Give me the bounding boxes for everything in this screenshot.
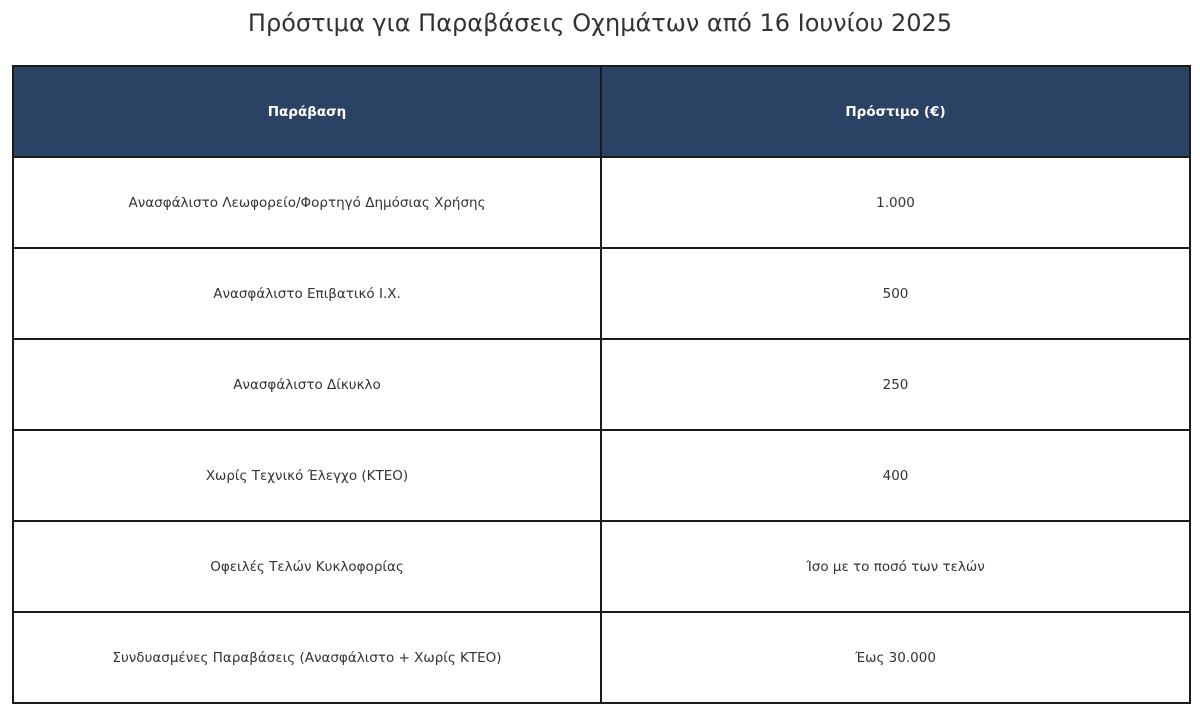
fine-cell: 1.000: [601, 157, 1190, 248]
violation-cell: Χωρίς Τεχνικό Έλεγχο (ΚΤΕΟ): [13, 430, 601, 521]
violation-cell: Συνδυασμένες Παραβάσεις (Ανασφάλιστο + Χωρίς ΚΤΕΟ): [13, 612, 601, 703]
fine-cell: Έως 30.000: [601, 612, 1190, 703]
table-row: [13, 430, 1190, 521]
table-row: [13, 339, 1190, 430]
violation-cell: Ανασφάλιστο Επιβατικό Ι.Χ.: [13, 248, 601, 339]
table-header-row: [13, 66, 1190, 157]
violation-cell: Οφειλές Τελών Κυκλοφορίας: [13, 521, 601, 612]
violation-cell: Ανασφάλιστο Δίκυκλο: [13, 339, 601, 430]
chart-title: Πρόστιμα για Παραβάσεις Οχημάτων από 16 Ιουνίου 2025: [247, 9, 953, 37]
table-row: [13, 248, 1190, 339]
table-row: [13, 157, 1190, 248]
column-header-violation: Παράβαση: [13, 66, 601, 157]
fine-cell: 250: [601, 339, 1190, 430]
fine-cell: 500: [601, 248, 1190, 339]
table-row: [13, 521, 1190, 612]
column-header-fine: Πρόστιμο (€): [601, 66, 1190, 157]
fines-table: [12, 65, 1191, 704]
fine-cell: 400: [601, 430, 1190, 521]
violation-cell: Ανασφάλιστο Λεωφορείο/Φορτηγό Δημόσιας Χρήσης: [13, 157, 601, 248]
table-row: [13, 612, 1190, 703]
fine-cell: Ίσο με το ποσό των τελών: [601, 521, 1190, 612]
